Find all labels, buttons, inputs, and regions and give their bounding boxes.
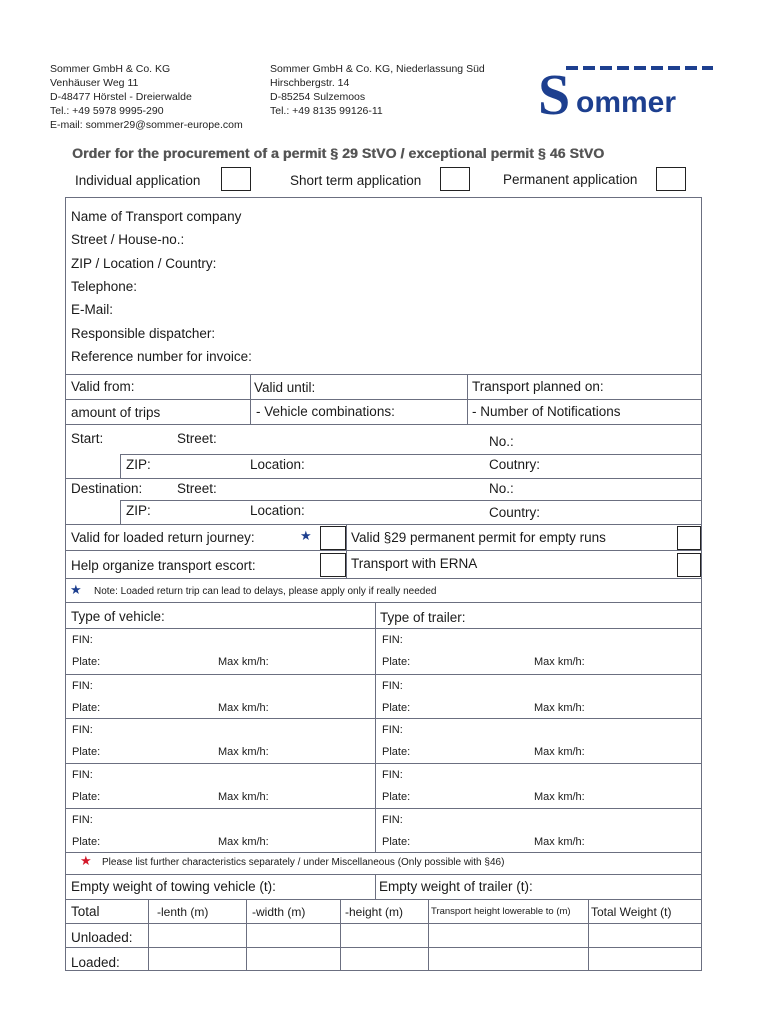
- permanent-application-checkbox[interactable]: [656, 167, 686, 191]
- start-street-label: Street:: [177, 431, 217, 446]
- trailer-max-speed-label: Max km/h:: [534, 836, 585, 848]
- vehicle-fin-label: FIN:: [72, 769, 93, 781]
- amount-trips-label: amount of trips: [71, 405, 161, 420]
- trailer-plate-label: Plate:: [382, 746, 411, 758]
- divider: [65, 628, 702, 629]
- street-label: Street / House-no.:: [71, 232, 185, 247]
- form-frame: [65, 197, 702, 971]
- divider: [120, 454, 121, 478]
- divider: [65, 923, 702, 924]
- branch-city: D-85254 Sulzemoos: [270, 91, 366, 103]
- planned-on-label: Transport planned on:: [472, 379, 604, 394]
- destination-street-label: Street:: [177, 481, 217, 496]
- divider: [375, 602, 376, 852]
- email-label: E-Mail:: [71, 302, 114, 317]
- vehicle-plate-label: Plate:: [72, 656, 101, 668]
- divider: [65, 374, 702, 375]
- vehicle-max-speed-label: Max km/h:: [218, 656, 269, 668]
- permanent-empty-label: Valid §29 permanent permit for empty runs: [351, 530, 606, 545]
- divider: [148, 899, 149, 971]
- length-label: -lenth (m): [157, 905, 209, 919]
- trailer-fin-label: FIN:: [382, 814, 403, 826]
- loaded-return-label: Valid for loaded return journey:: [71, 530, 255, 545]
- short-term-application-checkbox[interactable]: [440, 167, 470, 191]
- company-address-right: [270, 62, 485, 118]
- divider: [65, 874, 702, 875]
- erna-checkbox[interactable]: [677, 553, 701, 577]
- trailer-max-speed-label: Max km/h:: [534, 702, 585, 714]
- divider: [467, 374, 468, 424]
- trailer-plate-label: Plate:: [382, 836, 411, 848]
- trailer-max-speed-label: Max km/h:: [534, 791, 585, 803]
- vehicle-fin-label: FIN:: [72, 814, 93, 826]
- branch-name: Sommer GmbH & Co. KG, Niederlassung Süd: [270, 63, 485, 75]
- logo-s: S: [538, 62, 571, 122]
- short-term-application-label: Short term application: [290, 173, 422, 188]
- reference-label: Reference number for invoice:: [71, 349, 252, 364]
- divider: [428, 899, 429, 971]
- trailer-max-speed-label: Max km/h:: [534, 656, 585, 668]
- divider: [588, 899, 589, 971]
- trailer-max-speed-label: Max km/h:: [534, 746, 585, 758]
- vehicle-plate-label: Plate:: [72, 746, 101, 758]
- width-label: -width (m): [252, 905, 306, 919]
- erna-label: Transport with ERNA: [351, 556, 478, 571]
- escort-checkbox[interactable]: [320, 553, 346, 577]
- trailer-weight-label: Empty weight of trailer (t):: [379, 879, 533, 894]
- trailer-fin-label: FIN:: [382, 724, 403, 736]
- destination-location-label: Location:: [250, 503, 305, 518]
- vehicle-max-speed-label: Max km/h:: [218, 836, 269, 848]
- logo-text: ommer: [576, 86, 677, 119]
- vehicle-combinations-label: - Vehicle combinations:: [256, 404, 395, 419]
- loaded-label: Loaded:: [71, 955, 120, 970]
- individual-application-checkbox[interactable]: [221, 167, 251, 191]
- divider: [250, 374, 251, 424]
- start-no-label: No.:: [489, 434, 514, 449]
- trailer-fin-label: FIN:: [382, 634, 403, 646]
- divider: [65, 424, 702, 425]
- divider: [246, 899, 247, 971]
- permanent-application-label: Permanent application: [503, 172, 638, 187]
- trailer-fin-label: FIN:: [382, 680, 403, 692]
- star-icon: ★: [300, 528, 312, 543]
- vehicle-plate-label: Plate:: [72, 836, 101, 848]
- divider: [65, 947, 702, 948]
- divider: [65, 524, 702, 525]
- star-icon: ★: [70, 582, 82, 597]
- divider: [65, 578, 702, 579]
- total-weight-label: Total Weight (t): [591, 905, 672, 919]
- divider: [340, 899, 341, 971]
- company-address-left: [50, 62, 243, 132]
- destination-label: Destination:: [71, 481, 143, 496]
- divider: [65, 718, 702, 719]
- destination-zip-label: ZIP:: [126, 503, 151, 518]
- notifications-label: - Number of Notifications: [472, 404, 621, 419]
- start-zip-label: ZIP:: [126, 457, 151, 472]
- star-icon: ★: [80, 853, 92, 868]
- vehicle-plate-label: Plate:: [72, 702, 101, 714]
- loaded-return-note: Note: Loaded return trip can lead to delays, please apply only if really needed: [94, 586, 437, 597]
- vehicle-plate-label: Plate:: [72, 791, 101, 803]
- divider: [65, 763, 702, 764]
- vehicle-max-speed-label: Max km/h:: [218, 702, 269, 714]
- company-city: D-48477 Hörstel - Dreierwalde: [50, 91, 192, 103]
- trailer-plate-label: Plate:: [382, 791, 411, 803]
- company-tel: Tel.: +49 5978 9995-290: [50, 105, 164, 117]
- valid-until-label: Valid until:: [254, 380, 316, 395]
- towing-weight-label: Empty weight of towing vehicle (t):: [71, 879, 276, 894]
- divider: [65, 852, 702, 853]
- trailer-plate-label: Plate:: [382, 656, 411, 668]
- zip-location-label: ZIP / Location / Country:: [71, 256, 217, 271]
- destination-no-label: No.:: [489, 481, 514, 496]
- form-title: Order for the procurement of a permit § 29 StVO / exceptional permit § 46 StVO: [72, 145, 605, 161]
- height-label: -height (m): [345, 905, 404, 919]
- lowerable-label: Transport height lowerable to (m): [431, 906, 571, 917]
- divider: [120, 500, 121, 524]
- trailer-fin-label: FIN:: [382, 769, 403, 781]
- characteristics-note: Please list further characteristics separately / under Miscellaneous (Only possible with §46): [102, 857, 505, 868]
- sommer-logo: [538, 62, 718, 122]
- vehicle-fin-label: FIN:: [72, 680, 93, 692]
- permanent-empty-checkbox[interactable]: [677, 526, 701, 550]
- vehicle-max-speed-label: Max km/h:: [218, 791, 269, 803]
- vehicle-fin-label: FIN:: [72, 724, 93, 736]
- divider: [65, 602, 702, 603]
- divider: [375, 874, 376, 899]
- divider: [65, 550, 702, 551]
- divider: [120, 500, 702, 501]
- divider: [65, 399, 702, 400]
- vehicle-fin-label: FIN:: [72, 634, 93, 646]
- branch-tel: Tel.: +49 8135 99126-11: [270, 105, 383, 117]
- vehicle-max-speed-label: Max km/h:: [218, 746, 269, 758]
- branch-street: Hirschbergstr. 14: [270, 77, 350, 89]
- divider: [65, 674, 702, 675]
- start-label: Start:: [71, 431, 104, 446]
- start-location-label: Location:: [250, 457, 305, 472]
- escort-label: Help organize transport escort:: [71, 558, 256, 573]
- divider: [346, 524, 347, 578]
- divider: [120, 454, 702, 455]
- transport-company-label: Name of Transport company: [71, 209, 242, 224]
- divider: [65, 899, 702, 900]
- company-name: Sommer GmbH & Co. KG: [50, 63, 171, 75]
- individual-application-label: Individual application: [75, 173, 201, 188]
- unloaded-label: Unloaded:: [71, 930, 133, 945]
- telephone-label: Telephone:: [71, 279, 138, 294]
- valid-from-label: Valid from:: [71, 379, 135, 394]
- trailer-plate-label: Plate:: [382, 702, 411, 714]
- divider: [65, 808, 702, 809]
- dispatcher-label: Responsible dispatcher:: [71, 326, 216, 341]
- start-country-label: Coutnry:: [489, 457, 541, 472]
- loaded-return-checkbox[interactable]: [320, 526, 346, 550]
- company-street: Venhäuser Weg 11: [50, 77, 139, 89]
- trailer-type-label: Type of trailer:: [380, 610, 466, 625]
- destination-country-label: Country:: [489, 505, 541, 520]
- vehicle-type-label: Type of vehicle:: [71, 609, 165, 624]
- total-label: Total: [71, 904, 100, 919]
- divider: [65, 478, 702, 479]
- company-email: E-mail: sommer29@sommer-europe.com: [50, 119, 243, 131]
